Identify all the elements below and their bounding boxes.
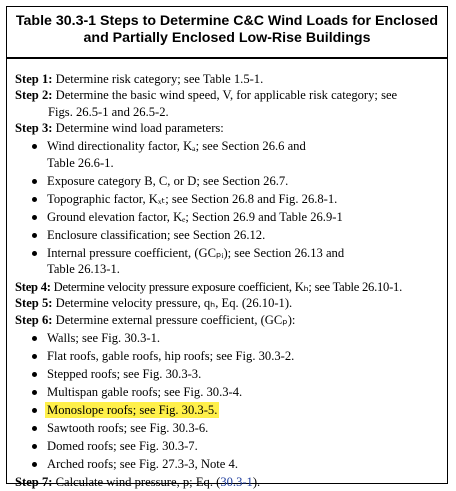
step-4 [15,279,441,295]
steps-list [15,71,441,490]
list-item: Topographic factor, Kₓₜ; see Section 26.8 and Fig. 26.8-1. [31,191,441,207]
list-item: Domed roofs; see Fig. 30.3-7. [31,438,441,454]
title-rule [7,57,447,59]
list-item: Flat roofs, gable roofs, hip roofs; see Fig. 30.3-2. [31,348,441,364]
step-text: Determine velocity pressure, qₕ, Eq. (26.10-1). [55,296,293,311]
step-text-continued: Figs. 26.5-1 and 26.5-2. [48,104,169,119]
list-item-highlighted [31,402,441,418]
list-item: Enclosure classification; see Section 26.12. [31,227,441,243]
step-3 [15,120,441,277]
list-item: Internal pressure coefficient, (GCₚᵢ); see Section 26.13 and Table 26.13-1. [31,245,441,278]
step-2 [15,87,441,120]
list-item: Arched roofs; see Fig. 27.3-3, Note 4. [31,456,441,472]
step-text: Determine wind load parameters: [55,121,224,136]
step-label: Step 7: [15,474,53,489]
table-title [13,13,441,47]
step-text: Determine external pressure coefficient, (GCₚ): [55,312,296,327]
step-3-bullets [15,138,441,277]
step-label: Step 6: [15,312,53,327]
title-line-1: Table 30.3-1 Steps to Determine C&C Wind Loads for Enclosed [15,13,439,29]
list-item: Exposure category B, C, or D; see Section 26.7. [31,173,441,189]
step-text: Calculate wind pressure, p; Eq. ( [55,474,221,489]
list-item: Ground elevation factor, Kₑ; Section 26.9 and Table 26.9-1 [31,209,441,225]
list-item: Stepped roofs; see Fig. 30.3-3. [31,366,441,382]
step-text: Determine risk category; see Table 1.5-1. [55,72,264,86]
list-item: Multispan gable roofs; see Fig. 30.3-4. [31,384,441,400]
title-line-2: and Partially Enclosed Low-Rise Buildings [83,30,371,46]
step-label: Step 4: [15,280,51,295]
step-6 [15,312,441,472]
step-7 [15,474,441,490]
step-5 [15,295,441,311]
step-text: Determine the basic wind speed, V, for applicable risk category; see [55,88,398,103]
list-item: Sawtooth roofs; see Fig. 30.3-6. [31,420,441,436]
equation-link[interactable]: 30.3-1 [220,474,253,489]
step-label: Step 2: [15,88,53,103]
step-label: Step 3: [15,121,53,136]
step-text-end: ). [252,474,261,489]
highlighted-text: Monoslope roofs; see Fig. 30.3-5. [47,402,218,417]
list-item: Wind directionality factor, Kₐ; see Section 26.6 and Table 26.6-1. [31,138,441,171]
table-30-3-1 [6,6,448,489]
step-text: Determine velocity pressure exposure coefficient, Kₕ; see Table 26.10-1. [53,280,402,295]
step-6-bullets [15,330,441,472]
step-label: Step 5: [15,296,53,311]
step-label: Step 1: [15,72,53,86]
list-item: Walls; see Fig. 30.3-1. [31,330,441,346]
step-1 [15,71,441,87]
